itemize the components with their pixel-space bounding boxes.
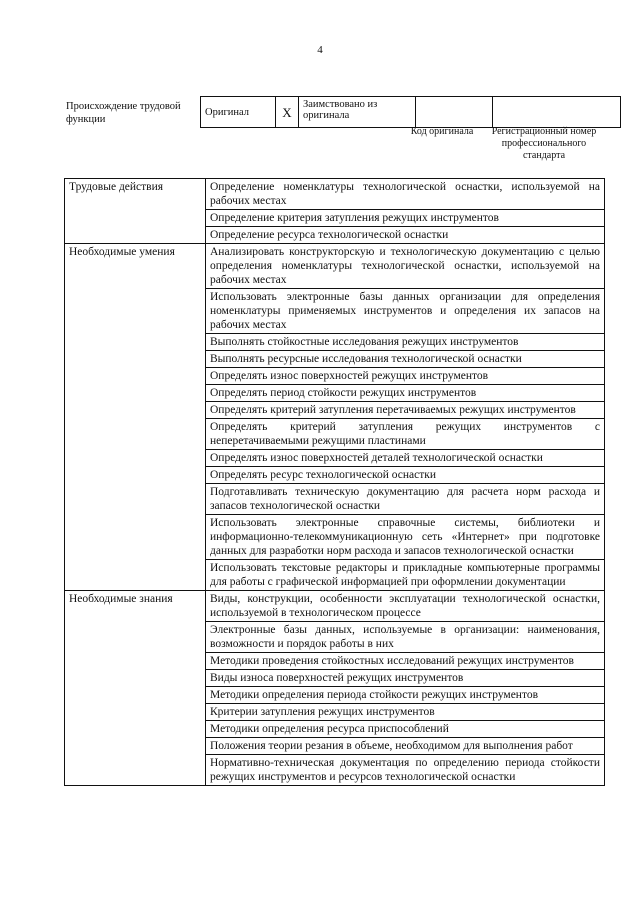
table-row [65, 591, 605, 622]
required-skills-item: Определять износ поверхностей деталей технологической оснастки [206, 450, 605, 467]
required-skills-item: Определять период стойкости режущих инструментов [206, 385, 605, 402]
required-skills-item: Выполнять ресурсные исследования технологической оснастки [206, 351, 605, 368]
labor-actions-item: Определение критерия затупления режущих инструментов [206, 210, 605, 227]
required-knowledge-item: Виды износа поверхностей режущих инструментов [206, 670, 605, 687]
required-skills-item: Подготавливать техническую документацию для расчета норм расхода и запасов технологической оснастки [206, 484, 605, 515]
required-skills-item: Выполнять стойкостные исследования режущих инструментов [206, 334, 605, 351]
required-skills-item: Использовать электронные базы данных организации для определения номенклатуры применяемых инструментов и определения их запасов на рабочих местах [206, 289, 605, 334]
required-knowledge-item: Методики определения периода стойкости режущих инструментов [206, 687, 605, 704]
origin-label: Происхождение трудовой функции [66, 101, 181, 125]
function-table [64, 178, 605, 786]
registration-caption: Регистрационный номер профессионального стандарта [491, 126, 597, 161]
labor-actions-item: Определение номенклатуры технологической оснастки, используемой на рабочих местах [206, 179, 605, 210]
origin-table [200, 96, 621, 128]
required-knowledge-item: Электронные базы данных, используемые в организации: наименования, возможности и порядок работы в них [206, 622, 605, 653]
required-skills-category: Необходимые умения [65, 244, 206, 591]
original-label: Оригинал [201, 97, 276, 128]
borrowed-label: Заимствовано из оригинала [299, 97, 416, 128]
required-skills-item: Использовать текстовые редакторы и прикладные компьютерные программы для работы с графической информацией при оформлении документации [206, 560, 605, 591]
table-row [65, 179, 605, 210]
page-number: 4 [317, 44, 323, 56]
required-knowledge-category: Необходимые знания [65, 591, 206, 786]
registration-number-cell [493, 97, 621, 128]
required-knowledge-item: Критерии затупления режущих инструментов [206, 704, 605, 721]
required-skills-item: Анализировать конструкторскую и технологическую документацию с целью определения номенклатуры технологической оснастки, используемой на рабочих местах [206, 244, 605, 289]
labor-actions-category: Трудовые действия [65, 179, 206, 244]
labor-actions-item: Определение ресурса технологической оснастки [206, 227, 605, 244]
original-mark: X [276, 97, 299, 128]
required-knowledge-item: Нормативно-техническая документация по определению периода стойкости режущих инструментов и ресурсов технологической оснастки [206, 755, 605, 786]
required-knowledge-item: Положения теории резания в объеме, необходимом для выполнения работ [206, 738, 605, 755]
required-skills-item: Использовать электронные справочные системы, библиотеки и информационно-телекоммуникационную сеть «Интернет» при подготовке данных для разработки норм расхода и запасов технологической оснастки [206, 515, 605, 560]
required-knowledge-item: Виды, конструкции, особенности эксплуатации технологической оснастки, используемой в технологическом процессе [206, 591, 605, 622]
table-row [65, 244, 605, 289]
original-code-cell [416, 97, 493, 128]
required-skills-item: Определять критерий затупления перетачиваемых режущих инструментов [206, 402, 605, 419]
required-skills-item: Определять критерий затупления режущих инструментов с неперетачиваемыми режущими пластинами [206, 419, 605, 450]
required-knowledge-item: Методики проведения стойкостных исследований режущих инструментов [206, 653, 605, 670]
required-skills-item: Определять ресурс технологической оснастки [206, 467, 605, 484]
required-knowledge-item: Методики определения ресурса приспособлений [206, 721, 605, 738]
code-caption: Код оригинала [410, 126, 474, 137]
required-skills-item: Определять износ поверхностей режущих инструментов [206, 368, 605, 385]
